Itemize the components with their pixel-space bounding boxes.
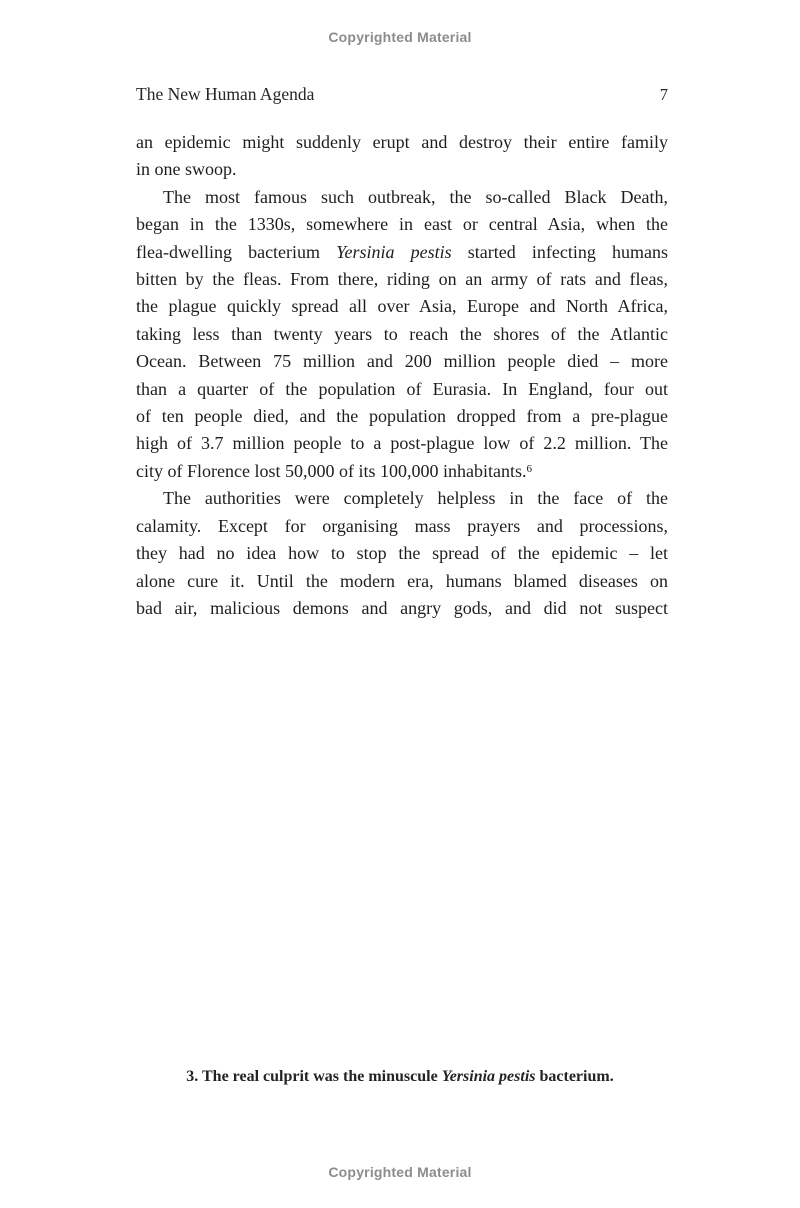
text-line: taking less than twenty years to reach the shores of the Atlantic <box>136 323 668 344</box>
chapter-title: The New Human Agenda <box>136 84 315 104</box>
paragraph <box>136 184 668 485</box>
text-line: began in the 1330s, somewhere in east or central Asia, when the <box>136 214 668 235</box>
text-line: the plague quickly spread all over Asia, Europe and North Africa, <box>136 296 668 317</box>
text-line: than a quarter of the population of Eurasia. In England, four out <box>136 378 668 399</box>
copyright-notice-top: Copyrighted Material <box>328 29 472 45</box>
text-line: alone cure it. Until the modern era, humans blamed diseases on <box>136 570 668 591</box>
figure-caption: 3. The real culprit was the minuscule Yersinia pestis bacterium. <box>186 1068 614 1085</box>
running-header <box>136 84 668 105</box>
paragraph <box>136 129 668 184</box>
text-line: The most famous such outbreak, the so-called Black Death, <box>163 186 668 207</box>
text-line: calamity. Except for organising mass prayers and processions, <box>136 515 668 536</box>
italic-text: Yersinia pestis <box>441 1068 536 1085</box>
text-line: they had no idea how to stop the spread of the epidemic – let <box>136 543 668 564</box>
text-line: bitten by the fleas. From there, riding on an army of rats and fleas, <box>136 269 668 290</box>
text-line: Ocean. Between 75 million and 200 million people died – more <box>136 351 668 372</box>
footnote-reference: 6 <box>526 462 532 475</box>
text-line: in one swoop. <box>136 159 237 180</box>
body-text <box>136 129 668 622</box>
page-number: 7 <box>659 85 668 104</box>
paragraph <box>136 485 668 622</box>
text-line: an epidemic might suddenly erupt and destroy their entire family <box>136 132 668 152</box>
text-line: of ten people died, and the population dropped from a pre-plague <box>136 406 668 427</box>
figure-area <box>136 640 668 1040</box>
copyright-notice-bottom: Copyrighted Material <box>328 1164 472 1180</box>
text-line: city of Florence lost 50,000 of its 100,000 inhabitants.$^6$ <box>136 460 532 481</box>
text-line: bad air, malicious demons and angry gods, and did not suspect <box>136 597 668 618</box>
text-line: flea-dwelling bacterium Yersinia pestis started infecting humans <box>136 241 668 262</box>
text-line: high of 3.7 million people to a post-plague low of 2.2 million. The <box>136 433 668 454</box>
text-line: The authorities were completely helpless in the face of the <box>163 488 668 509</box>
italic-text: Yersinia pestis <box>336 241 452 262</box>
